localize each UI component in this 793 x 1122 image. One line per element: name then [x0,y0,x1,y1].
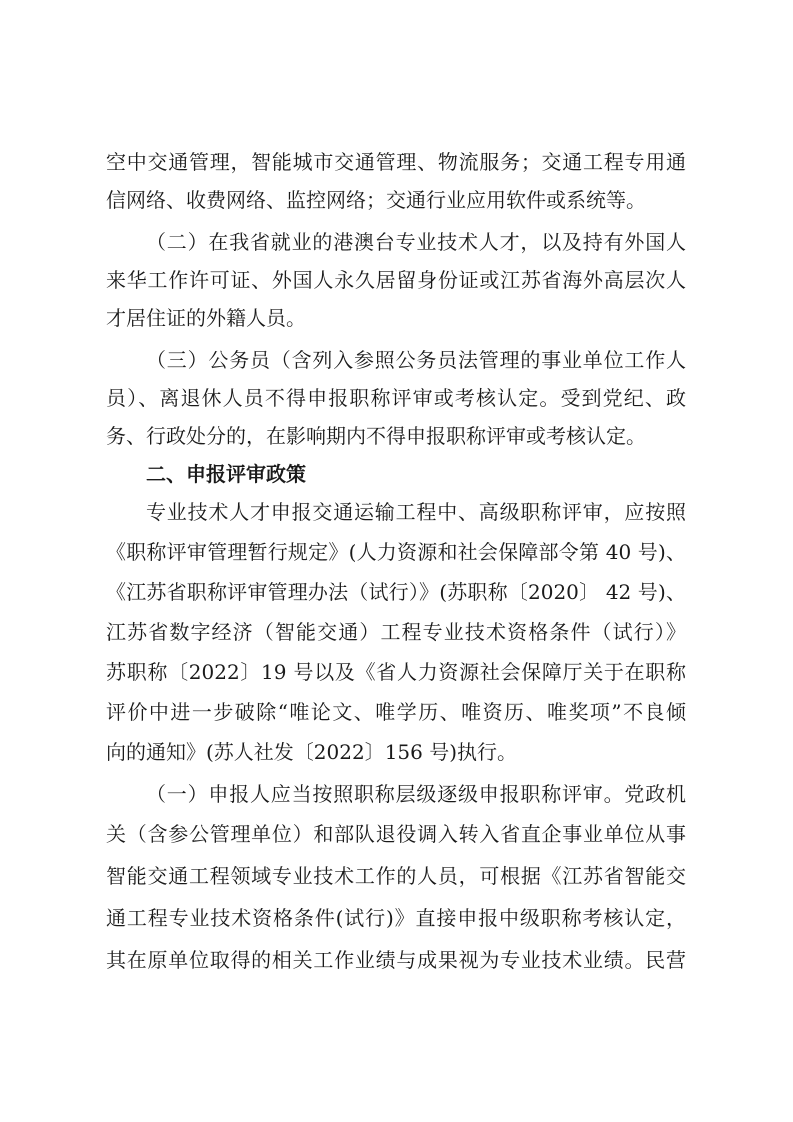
paragraph-4-line-5: 苏职称〔2022〕19 号以及《省人力资源社会保障厅关于在职称 [106,660,686,684]
paragraph-5-line-4: 通工程专业技术资格条件(试行)》直接申报中级职称考核认定， [106,906,686,930]
paragraph-5-line-2: 关（含参公管理单位）和部队退役调入转入省直企事业单位从事 [106,822,686,846]
paragraph-5-line-5: 其在原单位取得的相关工作业绩与成果视为专业技术业绩。民营 [106,948,686,972]
paragraph-4-line-2: 《职称评审管理暂行规定》(人力资源和社会保障部令第 40 号)、 [106,540,686,564]
paragraph-5-line-3: 智能交通工程领域专业技术工作的人员，可根据《江苏省智能交 [106,864,686,888]
section-heading: 二、申报评审政策 [146,462,306,486]
paragraph-2-line-3: 才居住证的外籍人员。 [106,306,306,330]
paragraph-5-line-1: （一）申报人应当按照职称层级逐级申报职称评审。党政机 [146,782,686,806]
paragraph-4-line-3: 《江苏省职称评审管理办法（试行）》(苏职称〔2020〕 42 号)、 [106,580,686,604]
paragraph-1-line-1: 空中交通管理，智能城市交通管理、物流服务；交通工程专用通 [106,150,686,174]
paragraph-1-line-2: 信网络、收费网络、监控网络；交通行业应用软件或系统等。 [106,188,646,212]
paragraph-3-line-3: 务、行政处分的，在影响期内不得申报职称评审或考核认定。 [106,424,646,448]
paragraph-4-line-6: 评价中进一步破除“唯论文、唯学历、唯资历、唯奖项”不良倾 [106,700,686,724]
paragraph-4-line-1: 专业技术人才申报交通运输工程中、高级职称评审，应按照 [146,500,686,524]
paragraph-4-line-7: 向的通知》(苏人社发〔2022〕156 号)执行。 [106,740,518,764]
paragraph-3-line-2: 员）、离退休人员不得申报职称评审或考核认定。受到党纪、政 [106,386,686,410]
paragraph-3-line-1: （三）公务员（含列入参照公务员法管理的事业单位工作人 [146,348,686,372]
paragraph-4-line-4: 江苏省数字经济（智能交通）工程专业技术资格条件（试行）》 [106,620,686,644]
paragraph-2-line-1: （二）在我省就业的港澳台专业技术人才，以及持有外国人 [146,230,686,254]
paragraph-2-line-2: 来华工作许可证、外国人永久居留身份证或江苏省海外高层次人 [106,268,686,292]
